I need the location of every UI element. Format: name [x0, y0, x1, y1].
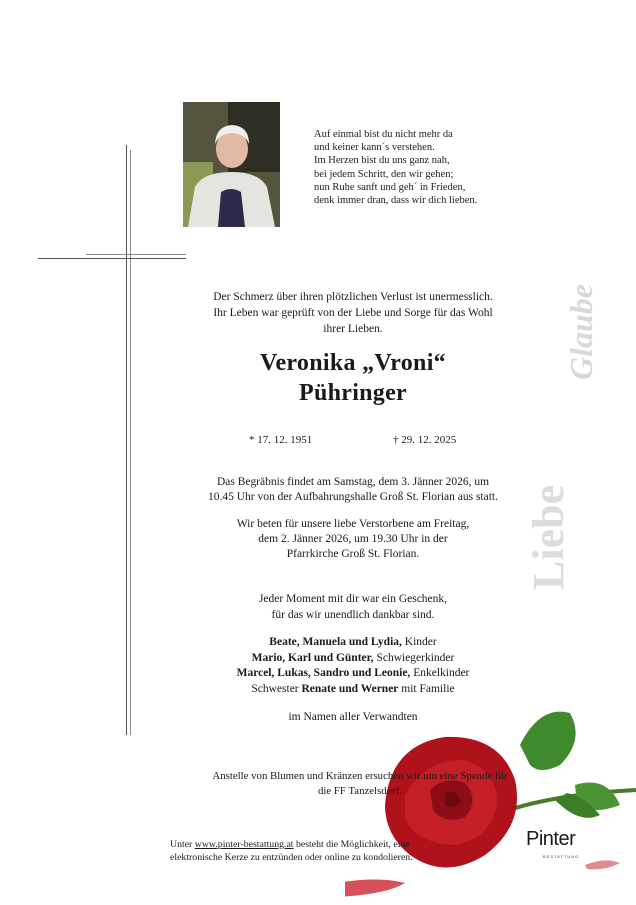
intro-line: Ihr Leben war geprüft von der Liebe und Sorge für das Wohl: [213, 307, 493, 319]
intro-text: [168, 289, 538, 337]
cross-vertical-line: [126, 145, 127, 735]
intro-line: ihrer Lieben.: [323, 323, 383, 335]
cross-horizontal-line: [38, 258, 186, 259]
funeral-line: 10.45 Uhr von der Aufbahrungshalle Groß St. Florian aus statt.: [207, 491, 498, 503]
poem-line: Im Herzen bist du uns ganz nah,: [314, 155, 450, 167]
donation-line: die FF Tanzelsdorf.: [318, 784, 402, 797]
family-line: Marcel, Lukas, Sandro und Leonie, Enkelkinder: [236, 667, 470, 679]
watermark: [478, 160, 628, 660]
name-line-2: Pühringer: [298, 380, 408, 406]
prayer-line: Pfarrkirche Groß St. Florian.: [286, 548, 420, 560]
footer-line: elektronische Kerze zu entzünden oder online zu kondolieren.: [170, 852, 413, 863]
poem-line: denk immer dran, dass wir dich lieben.: [314, 195, 478, 207]
prayer-info: [168, 517, 538, 562]
cross-horizontal-line: [86, 254, 186, 255]
watermark-liebe: Liebe: [524, 484, 573, 590]
family-list: [168, 635, 538, 697]
poem-line: Auf einmal bist du nicht mehr da: [314, 129, 453, 140]
name-line-1: Veronika „Vroni“: [260, 350, 446, 376]
poem-line: und keiner kann´s verstehen.: [314, 142, 435, 154]
family-line: Beate, Manuela und Lydia, Kinder: [269, 636, 437, 648]
memorial-quote: [168, 591, 538, 623]
pinter-logo-subtitle: BESTATTUNG: [543, 854, 580, 859]
footer-note: [170, 838, 470, 864]
donation-note: [175, 769, 545, 798]
birth-date: * 17. 12. 1951: [249, 434, 313, 446]
prayer-line: dem 2. Jänner 2026, um 19.30 Uhr in der: [258, 533, 448, 545]
donation-line: Anstelle von Blumen und Kränzen ersuchen wir um eine Spende für: [212, 770, 508, 782]
quote-line: für das wir unendlich dankbar sind.: [271, 609, 435, 621]
poem-line: nun Ruhe sanft und geh´ in Frieden,: [314, 181, 466, 193]
deceased-name: [168, 348, 538, 408]
cross-vertical-line: [130, 150, 131, 735]
relatives-note: im Namen aller Verwandten: [288, 711, 418, 723]
pinter-logo: Pinter: [526, 828, 576, 850]
death-date: † 29. 12. 2025: [393, 434, 457, 446]
quote-line: Jeder Moment mit dir war ein Geschenk,: [258, 593, 448, 605]
funeral-info: [168, 475, 538, 505]
poem-line: bei jedem Schritt, den wir gehen;: [314, 168, 454, 180]
prayer-line: Wir beten für unsere liebe Verstorbene am Freitag,: [236, 518, 470, 530]
portrait-photo: [183, 102, 280, 227]
family-line: Schwester Renate und Werner mit Familie: [251, 682, 455, 695]
intro-line: Der Schmerz über ihren plötzlichen Verlust ist unermesslich.: [213, 291, 493, 303]
family-line: Mario, Karl und Günter, Schwiegerkinder: [251, 651, 455, 664]
poem: [314, 128, 534, 207]
funeral-line: Das Begräbnis findet am Samstag, dem 3. Jänner 2026, um: [216, 476, 490, 488]
rose-image: [345, 705, 636, 900]
footer-line: Unter www.pinter-bestattung.at besteht die Möglichkeit, eine: [170, 839, 410, 850]
website-link[interactable]: www.pinter-bestattung.at: [194, 839, 294, 850]
watermark-glaube: Glaube: [563, 284, 599, 380]
